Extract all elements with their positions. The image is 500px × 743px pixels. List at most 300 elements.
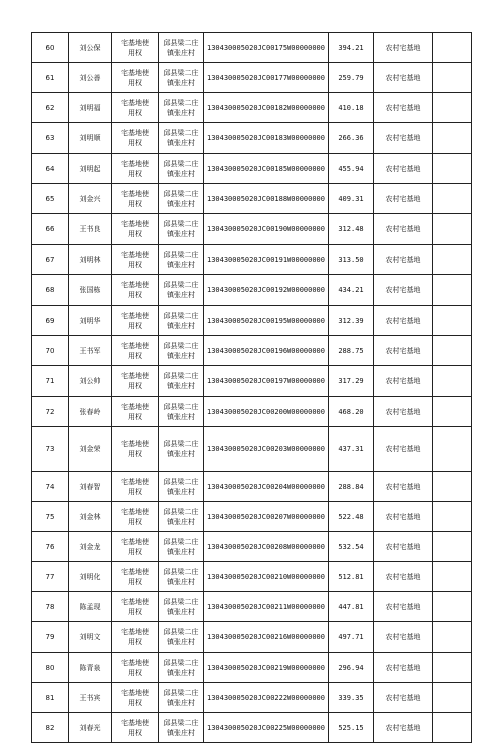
land-use-cell: 农村宅基地 (374, 397, 433, 427)
remark-cell (433, 63, 472, 93)
owner-name-cell: 陈孟现 (69, 592, 112, 622)
location-cell-line-1: 邱县梁二庄 (163, 507, 199, 516)
right-type-cell-line-2: 用权 (128, 230, 142, 238)
right-type-cell-line-1: 宅基地使 (121, 68, 149, 77)
parcel-code-cell: 130430005020JC00183W00000000 (204, 123, 329, 154)
location-cell-line-1: 邱县梁二庄 (163, 38, 199, 47)
land-use-cell: 农村宅基地 (374, 306, 433, 336)
location-cell (159, 532, 204, 562)
owner-name-cell: 刘金龙 (69, 532, 112, 562)
right-type-cell-line-2: 用权 (128, 698, 142, 707)
land-use-cell: 农村宅基地 (374, 245, 433, 275)
location-cell-line-1: 邱县梁二庄 (163, 440, 199, 448)
land-use-cell: 农村宅基地 (374, 427, 433, 472)
parcel-code-cell: 130430005020JC00175W00000000 (204, 33, 329, 63)
location-cell-line-2: 镇张庄村 (167, 78, 195, 87)
location-cell (159, 63, 204, 93)
parcel-code-cell: 130430005020JC00196W00000000 (204, 336, 329, 366)
area-cell: 259.79 (329, 63, 374, 93)
parcel-code-cell: 130430005020JC00197W00000000 (204, 366, 329, 397)
right-type-cell-line-1: 宅基地使 (121, 440, 149, 448)
table-row (32, 472, 472, 502)
owner-name-cell: 刘春光 (69, 713, 112, 743)
remark-cell (433, 562, 472, 592)
row-number-cell: 70 (32, 336, 69, 366)
owner-name-cell: 刘明林 (69, 245, 112, 275)
location-cell-line-2: 镇张庄村 (167, 382, 195, 390)
location-cell (159, 336, 204, 366)
location-cell (159, 93, 204, 123)
owner-name-cell: 刘明化 (69, 562, 112, 592)
table-row (32, 427, 472, 472)
right-type-cell-line-1: 宅基地使 (121, 341, 149, 350)
row-number-cell: 67 (32, 245, 69, 275)
location-cell (159, 366, 204, 397)
land-use-cell: 农村宅基地 (374, 154, 433, 184)
table-row (32, 184, 472, 214)
land-use-cell: 农村宅基地 (374, 336, 433, 366)
right-type-cell-line-2: 用权 (128, 547, 142, 556)
owner-name-cell: 刘公善 (69, 63, 112, 93)
right-type-cell-line-1: 宅基地使 (121, 38, 149, 47)
area-cell: 512.81 (329, 562, 374, 592)
land-use-cell: 农村宅基地 (374, 713, 433, 743)
right-type-cell-line-2: 用权 (128, 728, 142, 737)
right-type-cell-line-1: 宅基地使 (121, 507, 149, 516)
table-row (32, 713, 472, 743)
table-row (32, 653, 472, 683)
remark-cell (433, 93, 472, 123)
right-type-cell (112, 63, 159, 93)
parcel-code-cell: 130430005020JC00188W00000000 (204, 184, 329, 214)
area-cell: 288.75 (329, 336, 374, 366)
parcel-code-cell: 130430005020JC00208W00000000 (204, 532, 329, 562)
location-cell-line-1: 邱县梁二庄 (163, 250, 199, 259)
location-cell (159, 275, 204, 306)
table-row (32, 336, 472, 366)
location-cell (159, 472, 204, 502)
owner-name-cell: 王书宾 (69, 683, 112, 713)
location-cell-line-2: 镇张庄村 (167, 48, 195, 57)
owner-name-cell: 刘春智 (69, 472, 112, 502)
parcel-code-cell: 130430005020JC00216W00000000 (204, 622, 329, 653)
row-number-cell: 72 (32, 397, 69, 427)
location-cell-line-1: 邱县梁二庄 (163, 658, 199, 667)
right-type-cell-line-2: 用权 (128, 412, 142, 421)
right-type-cell-line-1: 宅基地使 (121, 189, 149, 198)
location-cell-line-2: 镇张庄村 (167, 230, 195, 238)
land-use-cell: 农村宅基地 (374, 592, 433, 622)
land-use-cell: 农村宅基地 (374, 502, 433, 532)
right-type-cell (112, 592, 159, 622)
row-number-cell: 69 (32, 306, 69, 336)
right-type-cell (112, 502, 159, 532)
location-cell-line-1: 邱县梁二庄 (163, 372, 199, 380)
location-cell-line-2: 镇张庄村 (167, 728, 195, 737)
right-type-cell (112, 33, 159, 63)
remark-cell (433, 532, 472, 562)
right-type-cell-line-2: 用权 (128, 517, 142, 526)
location-cell (159, 653, 204, 683)
owner-name-cell: 刘公帅 (69, 366, 112, 397)
location-cell-line-2: 镇张庄村 (167, 321, 195, 330)
location-cell-line-1: 邱县梁二庄 (163, 129, 199, 137)
right-type-cell-line-2: 用权 (128, 668, 142, 677)
location-cell-line-1: 邱县梁二庄 (163, 597, 199, 606)
remark-cell (433, 275, 472, 306)
right-type-cell-line-1: 宅基地使 (121, 372, 149, 380)
table-body (32, 33, 472, 743)
area-cell: 317.29 (329, 366, 374, 397)
area-cell: 288.84 (329, 472, 374, 502)
land-use-cell: 农村宅基地 (374, 532, 433, 562)
location-cell-line-2: 镇张庄村 (167, 607, 195, 616)
remark-cell (433, 33, 472, 63)
right-type-cell-line-1: 宅基地使 (121, 537, 149, 546)
location-cell-line-2: 镇张庄村 (167, 450, 195, 458)
table-row (32, 214, 472, 245)
location-cell-line-1: 邱县梁二庄 (163, 98, 199, 107)
parcel-code-cell: 130430005020JC00210W00000000 (204, 562, 329, 592)
location-cell (159, 397, 204, 427)
table-row (32, 154, 472, 184)
right-type-cell-line-1: 宅基地使 (121, 477, 149, 486)
land-use-cell: 农村宅基地 (374, 184, 433, 214)
parcel-code-cell: 130430005020JC00200W00000000 (204, 397, 329, 427)
area-cell: 447.81 (329, 592, 374, 622)
right-type-cell-line-2: 用权 (128, 291, 142, 299)
location-cell-line-2: 镇张庄村 (167, 412, 195, 421)
table-row (32, 622, 472, 653)
owner-name-cell: 刘明福 (69, 93, 112, 123)
land-use-cell: 农村宅基地 (374, 33, 433, 63)
table-row (32, 33, 472, 63)
right-type-cell-line-2: 用权 (128, 487, 142, 496)
right-type-cell-line-2: 用权 (128, 638, 142, 646)
remark-cell (433, 154, 472, 184)
area-cell: 525.15 (329, 713, 374, 743)
right-type-cell-line-1: 宅基地使 (121, 220, 149, 228)
location-cell-line-1: 邱县梁二庄 (163, 159, 199, 168)
location-cell-line-2: 镇张庄村 (167, 698, 195, 707)
right-type-cell (112, 472, 159, 502)
area-cell: 497.71 (329, 622, 374, 653)
area-cell: 313.50 (329, 245, 374, 275)
area-cell: 394.21 (329, 33, 374, 63)
remark-cell (433, 214, 472, 245)
remark-cell (433, 472, 472, 502)
table-row (32, 532, 472, 562)
location-cell (159, 562, 204, 592)
right-type-cell-line-2: 用权 (128, 577, 142, 586)
remark-cell (433, 306, 472, 336)
location-cell-line-2: 镇张庄村 (167, 577, 195, 586)
location-cell-line-2: 镇张庄村 (167, 260, 195, 269)
remark-cell (433, 683, 472, 713)
right-type-cell-line-2: 用权 (128, 169, 142, 178)
owner-name-cell: 陈青泉 (69, 653, 112, 683)
table-row (32, 562, 472, 592)
right-type-cell-line-1: 宅基地使 (121, 402, 149, 411)
owner-name-cell: 刘明起 (69, 154, 112, 184)
location-cell (159, 502, 204, 532)
owner-name-cell: 张国栋 (69, 275, 112, 306)
right-type-cell (112, 366, 159, 397)
location-cell-line-1: 邱县梁二庄 (163, 537, 199, 546)
location-cell-line-1: 邱县梁二庄 (163, 567, 199, 576)
row-number-cell: 63 (32, 123, 69, 154)
land-use-cell: 农村宅基地 (374, 366, 433, 397)
location-cell-line-1: 邱县梁二庄 (163, 628, 199, 636)
right-type-cell-line-2: 用权 (128, 351, 142, 360)
right-type-cell (112, 306, 159, 336)
location-cell (159, 622, 204, 653)
area-cell: 434.21 (329, 275, 374, 306)
area-cell: 409.31 (329, 184, 374, 214)
location-cell (159, 123, 204, 154)
parcel-code-cell: 130430005020JC00219W00000000 (204, 653, 329, 683)
location-cell-line-1: 邱县梁二庄 (163, 220, 199, 228)
table-row (32, 683, 472, 713)
location-cell-line-2: 镇张庄村 (167, 108, 195, 117)
remark-cell (433, 653, 472, 683)
location-cell-line-1: 邱县梁二庄 (163, 189, 199, 198)
location-cell-line-2: 镇张庄村 (167, 169, 195, 178)
location-cell (159, 427, 204, 472)
right-type-cell (112, 154, 159, 184)
table-row (32, 397, 472, 427)
location-cell (159, 184, 204, 214)
land-use-cell: 农村宅基地 (374, 123, 433, 154)
area-cell: 455.94 (329, 154, 374, 184)
right-type-cell (112, 123, 159, 154)
area-cell: 266.36 (329, 123, 374, 154)
right-type-cell-line-2: 用权 (128, 48, 142, 57)
row-number-cell: 64 (32, 154, 69, 184)
right-type-cell (112, 622, 159, 653)
parcel-code-cell: 130430005020JC00185W00000000 (204, 154, 329, 184)
land-use-cell: 农村宅基地 (374, 562, 433, 592)
area-cell: 522.48 (329, 502, 374, 532)
parcel-code-cell: 130430005020JC00203W00000000 (204, 427, 329, 472)
right-type-cell-line-2: 用权 (128, 108, 142, 117)
location-cell (159, 33, 204, 63)
table-row (32, 63, 472, 93)
table-row (32, 245, 472, 275)
location-cell (159, 245, 204, 275)
location-cell (159, 214, 204, 245)
owner-name-cell: 刘金荣 (69, 427, 112, 472)
parcel-code-cell: 130430005020JC00207W00000000 (204, 502, 329, 532)
row-number-cell: 75 (32, 502, 69, 532)
parcel-code-cell: 130430005020JC00211W00000000 (204, 592, 329, 622)
remark-cell (433, 397, 472, 427)
location-cell (159, 306, 204, 336)
location-cell (159, 683, 204, 713)
right-type-cell-line-1: 宅基地使 (121, 688, 149, 697)
remark-cell (433, 184, 472, 214)
area-cell: 468.20 (329, 397, 374, 427)
right-type-cell-line-1: 宅基地使 (121, 250, 149, 259)
land-use-cell: 农村宅基地 (374, 622, 433, 653)
owner-name-cell: 张春岭 (69, 397, 112, 427)
remark-cell (433, 336, 472, 366)
table-row (32, 306, 472, 336)
remark-cell (433, 123, 472, 154)
right-type-cell (112, 184, 159, 214)
remark-cell (433, 366, 472, 397)
right-type-cell (112, 562, 159, 592)
owner-name-cell: 刘金兴 (69, 184, 112, 214)
parcel-code-cell: 130430005020JC00204W00000000 (204, 472, 329, 502)
row-number-cell: 77 (32, 562, 69, 592)
remark-cell (433, 622, 472, 653)
right-type-cell-line-2: 用权 (128, 607, 142, 616)
row-number-cell: 71 (32, 366, 69, 397)
parcel-code-cell: 130430005020JC00177W00000000 (204, 63, 329, 93)
right-type-cell-line-2: 用权 (128, 450, 142, 458)
area-cell: 312.39 (329, 306, 374, 336)
land-use-cell: 农村宅基地 (374, 214, 433, 245)
parcel-code-cell: 130430005020JC00195W00000000 (204, 306, 329, 336)
owner-name-cell: 刘明文 (69, 622, 112, 653)
right-type-cell (112, 93, 159, 123)
right-type-cell (112, 683, 159, 713)
right-type-cell-line-1: 宅基地使 (121, 281, 149, 289)
remark-cell (433, 713, 472, 743)
table-row (32, 123, 472, 154)
remark-cell (433, 245, 472, 275)
parcel-code-cell: 130430005020JC00222W00000000 (204, 683, 329, 713)
table-row (32, 592, 472, 622)
location-cell (159, 592, 204, 622)
right-type-cell-line-2: 用权 (128, 321, 142, 330)
location-cell-line-2: 镇张庄村 (167, 638, 195, 646)
right-type-cell (112, 713, 159, 743)
land-use-cell: 农村宅基地 (374, 653, 433, 683)
right-type-cell-line-1: 宅基地使 (121, 311, 149, 320)
parcel-code-cell: 130430005020JC00191W00000000 (204, 245, 329, 275)
remark-cell (433, 427, 472, 472)
row-number-cell: 78 (32, 592, 69, 622)
row-number-cell: 80 (32, 653, 69, 683)
right-type-cell (112, 214, 159, 245)
row-number-cell: 74 (32, 472, 69, 502)
location-cell (159, 154, 204, 184)
area-cell: 312.48 (329, 214, 374, 245)
right-type-cell-line-2: 用权 (128, 78, 142, 87)
row-number-cell: 62 (32, 93, 69, 123)
land-use-cell: 农村宅基地 (374, 683, 433, 713)
land-use-cell: 农村宅基地 (374, 275, 433, 306)
location-cell-line-2: 镇张庄村 (167, 668, 195, 677)
location-cell-line-2: 镇张庄村 (167, 199, 195, 208)
row-number-cell: 81 (32, 683, 69, 713)
area-cell: 296.94 (329, 653, 374, 683)
area-cell: 532.54 (329, 532, 374, 562)
remark-cell (433, 502, 472, 532)
location-cell-line-1: 邱县梁二庄 (163, 311, 199, 320)
land-use-cell: 农村宅基地 (374, 93, 433, 123)
location-cell-line-2: 镇张庄村 (167, 487, 195, 496)
location-cell-line-2: 镇张庄村 (167, 517, 195, 526)
parcel-code-cell: 130430005020JC00225W00000000 (204, 713, 329, 743)
owner-name-cell: 刘明华 (69, 306, 112, 336)
area-cell: 410.18 (329, 93, 374, 123)
location-cell-line-1: 邱县梁二庄 (163, 68, 199, 77)
right-type-cell (112, 532, 159, 562)
right-type-cell-line-1: 宅基地使 (121, 567, 149, 576)
location-cell-line-2: 镇张庄村 (167, 547, 195, 556)
location-cell-line-1: 邱县梁二庄 (163, 718, 199, 727)
location-cell-line-1: 邱县梁二庄 (163, 688, 199, 697)
row-number-cell: 68 (32, 275, 69, 306)
parcel-code-cell: 130430005020JC00190W00000000 (204, 214, 329, 245)
table-row (32, 502, 472, 532)
land-use-cell: 农村宅基地 (374, 472, 433, 502)
table-row (32, 93, 472, 123)
right-type-cell-line-1: 宅基地使 (121, 129, 149, 137)
location-cell (159, 713, 204, 743)
right-type-cell-line-1: 宅基地使 (121, 718, 149, 727)
owner-name-cell: 刘公保 (69, 33, 112, 63)
right-type-cell (112, 336, 159, 366)
location-cell-line-2: 镇张庄村 (167, 291, 195, 299)
location-cell-line-1: 邱县梁二庄 (163, 341, 199, 350)
row-number-cell: 76 (32, 532, 69, 562)
right-type-cell-line-1: 宅基地使 (121, 597, 149, 606)
location-cell-line-1: 邱县梁二庄 (163, 477, 199, 486)
land-rights-table (31, 32, 472, 743)
land-use-cell: 农村宅基地 (374, 63, 433, 93)
right-type-cell (112, 245, 159, 275)
right-type-cell-line-2: 用权 (128, 139, 142, 147)
owner-name-cell: 刘金林 (69, 502, 112, 532)
right-type-cell (112, 397, 159, 427)
right-type-cell (112, 653, 159, 683)
right-type-cell-line-2: 用权 (128, 260, 142, 269)
right-type-cell-line-2: 用权 (128, 382, 142, 390)
area-cell: 339.35 (329, 683, 374, 713)
owner-name-cell: 王书军 (69, 336, 112, 366)
row-number-cell: 73 (32, 427, 69, 472)
right-type-cell-line-2: 用权 (128, 199, 142, 208)
owner-name-cell: 刘明顺 (69, 123, 112, 154)
table-row (32, 366, 472, 397)
right-type-cell-line-1: 宅基地使 (121, 628, 149, 636)
right-type-cell-line-1: 宅基地使 (121, 159, 149, 168)
row-number-cell: 61 (32, 63, 69, 93)
area-cell: 437.31 (329, 427, 374, 472)
right-type-cell-line-1: 宅基地使 (121, 658, 149, 667)
parcel-code-cell: 130430005020JC00192W00000000 (204, 275, 329, 306)
parcel-code-cell: 130430005020JC00182W00000000 (204, 93, 329, 123)
owner-name-cell: 王书良 (69, 214, 112, 245)
remark-cell (433, 592, 472, 622)
location-cell-line-1: 邱县梁二庄 (163, 281, 199, 289)
right-type-cell (112, 275, 159, 306)
row-number-cell: 65 (32, 184, 69, 214)
row-number-cell: 79 (32, 622, 69, 653)
location-cell-line-1: 邱县梁二庄 (163, 402, 199, 411)
row-number-cell: 82 (32, 713, 69, 743)
row-number-cell: 66 (32, 214, 69, 245)
right-type-cell (112, 427, 159, 472)
table-row (32, 275, 472, 306)
location-cell-line-2: 镇张庄村 (167, 139, 195, 147)
location-cell-line-2: 镇张庄村 (167, 351, 195, 360)
right-type-cell-line-1: 宅基地使 (121, 98, 149, 107)
